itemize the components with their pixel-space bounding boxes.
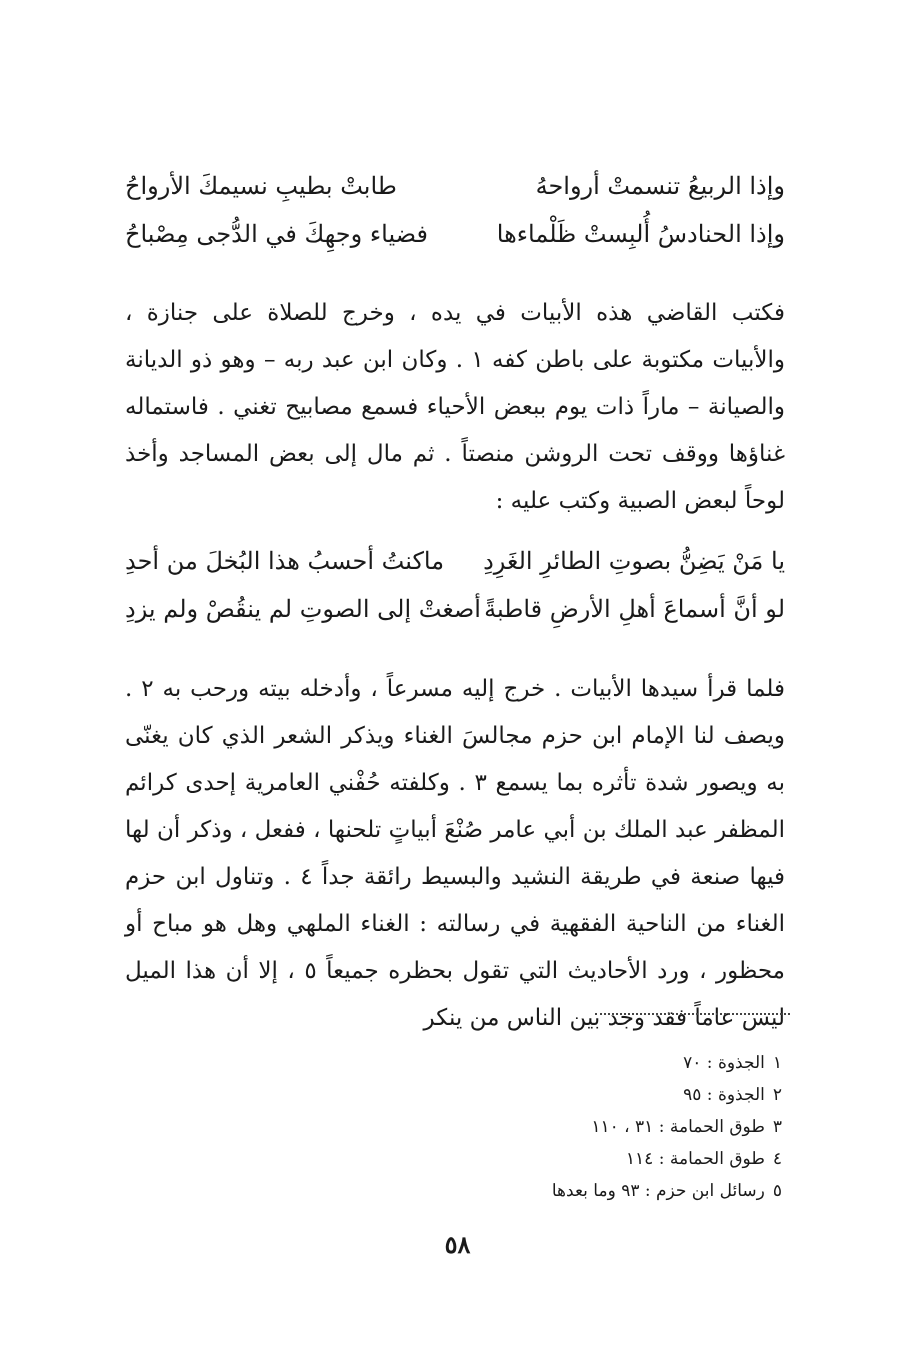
paragraph-2	[125, 666, 785, 1042]
verse-first-hemistich: لو أنَّ أسماعَ أهلِ الأرضِ قاطبةً	[484, 595, 785, 623]
footnote-number: ٤	[772, 1149, 782, 1169]
verse-line	[125, 210, 785, 258]
verse-block-1	[125, 162, 785, 258]
footnote	[362, 1047, 782, 1079]
verse-line	[125, 585, 785, 633]
footnote-text: الجذوة : ٧٠	[683, 1053, 765, 1073]
verse-first-hemistich: يا مَنْ يَضِنُّ بصوتِ الطائرِ الغَرِدِ	[483, 547, 785, 575]
footnotes	[362, 1047, 782, 1207]
footnote	[362, 1079, 782, 1111]
verse-second-hemistich: فضياء وجهِكَ في الدُّجى مِصْباحُ	[125, 220, 428, 248]
verse-second-hemistich: ماكنتُ أحسبُ هذا البُخلَ من أحدِ	[125, 547, 445, 575]
footnote	[362, 1143, 782, 1175]
footnote	[362, 1111, 782, 1143]
paragraph-text: فلما قرأ سيدها الأبيات . خرج إليه مسرعاً ، وأدخله بيته ورحب به ٢ . ويصف لنا الإمام ابن حزم مجالسَ الغناء ويذكر الشعر الذي كان يغنّى به ويصور شدة تأثره بما يسمع ٣ . وكلفته حُفْني العامرية إحدى كرائم المظفر عبد الملك بن أبي عامر صُنْعَ أبياتٍ تلحنها ، ففعل ، وذكر أن لها فيها صنعة في طريقة النشيد والبسيط رائقة جداً ٤ . وتناول ابن حزم الغناء من الناحية الفقهية في رسالته : الغناء الملهي وهل هو مباح أو محظور ، ورد الأحاديث التي تقول بحظره جميعاً ٥ ، إلا أن هذا الميل ليس عاماً فقد وجد بين الناس من ينكر	[125, 676, 786, 1031]
verse-second-hemistich: طابتْ بطيبِ نسيمكَ الأرواحُ	[125, 172, 397, 200]
verse-block-2	[125, 537, 785, 633]
paragraph-text: فكتب القاضي هذه الأبيات في يده ، وخرج للصلاة على جنازة ، والأبيات مكتوبة على باطن كفه ١ . وكان ابن عبد ربه – وهو ذو الديانة والصيانة – ماراً ذات يوم ببعض الأحياء فسمع مصابيح تغني . فاستماله غناؤها ووقف تحت الروشن منصتاً . ثم مال إلى بعض المساجد وأخذ لوحاً لبعض الصبية وكتب عليه :	[125, 300, 785, 514]
footnote-number: ٣	[772, 1117, 782, 1137]
verse-line	[125, 537, 785, 585]
footnote-number: ١	[772, 1053, 782, 1073]
paragraph-1	[125, 290, 785, 525]
footnote-separator	[595, 1013, 790, 1015]
footnote-text: طوق الحمامة : ٣١ ، ١١٠	[591, 1117, 765, 1137]
footnote	[362, 1175, 782, 1207]
page-number: ٥٨	[444, 1230, 471, 1259]
verse-first-hemistich: وإذا الحنادسُ أُلبِستْ ظَلْماءها	[496, 220, 785, 248]
footnote-text: رسائل ابن حزم : ٩٣ وما بعدها	[551, 1181, 765, 1201]
verse-second-hemistich: أصغتْ إلى الصوتِ لم ينقُصْ ولم يزدِ	[125, 595, 481, 623]
footnote-text: الجذوة : ٩٥	[683, 1085, 765, 1105]
footnote-number: ٢	[772, 1085, 782, 1105]
verse-first-hemistich: وإذا الربيعُ تنسمتْ أرواحهُ	[535, 172, 785, 200]
footnote-number: ٥	[772, 1181, 782, 1201]
footnote-text: طوق الحمامة : ١١٤	[625, 1149, 765, 1169]
verse-line	[125, 162, 785, 210]
